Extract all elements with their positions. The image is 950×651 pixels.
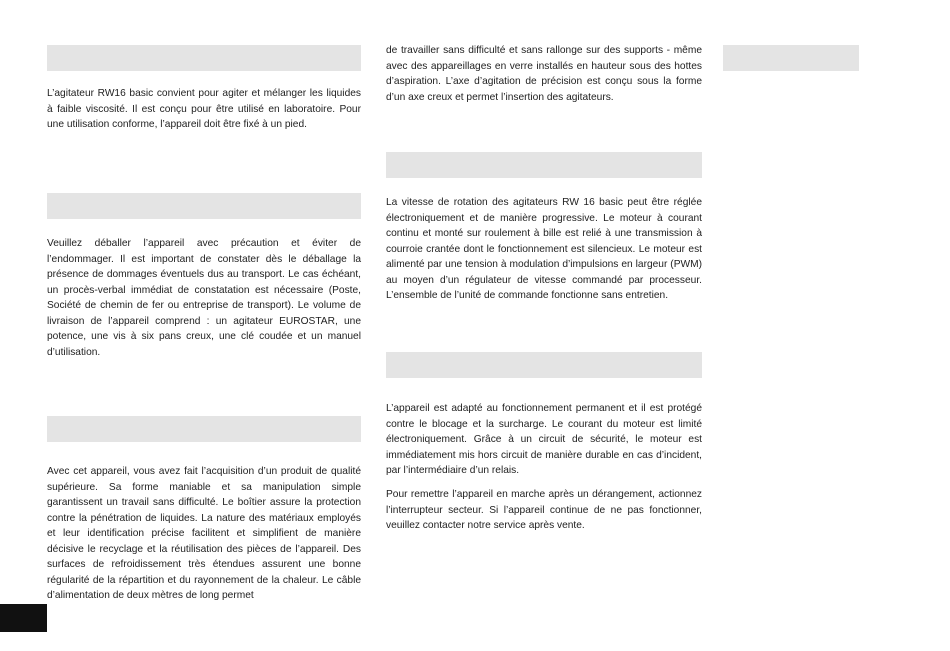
section-5-text-1: L’appareil est adapté au fonctionnement permanent et il est protégé contre le blocage et la surcharge. Le courant du moteur est limité électroniquement. Grâce à un circuit de sécurité, le moteur est immédiatement mis hors circuit de manière durable en cas d’incident, par l’intermédiaire d’un relais. [386, 403, 702, 476]
section-5-text-2: Pour remettre l’appareil en marche après un dérangement, actionnez l’interrupteur secteur. Si l’appareil continue de ne pas fonctionner, veuillez contacter notre service après vente. [386, 489, 702, 531]
section-header-bar-2 [47, 193, 361, 219]
section-header-bar-6 [723, 45, 859, 71]
section-header-bar-3 [47, 416, 361, 442]
page-corner-block [0, 604, 47, 632]
section-header-bar-1 [47, 45, 361, 71]
section-header-bar-5 [386, 352, 702, 378]
section-header-bar-4 [386, 152, 702, 178]
section-3-text: Avec cet appareil, vous avez fait l’acquisition d’un produit de qualité supérieure. Sa forme maniable et sa manipulation simple garantissent un travail sans difficulté. Le boîtier assure la protection contre la pénétration de liquides. La nature des matériaux employés et leur identification précise facilitent et simplifient de manière décisive le recyclage et la réutilisation des pièces de l’appareil. Des surfaces de refroidissement très étendues assurent une bonne régularité de la répartition et du rayonnement de la chaleur. Le câble d’alimentation de deux mètres de long permet [47, 466, 361, 601]
section-4-text: La vitesse de rotation des agitateurs RW 16 basic peut être réglée électroniquement et de manière progressive. Le moteur à courant continu et monté sur roulement à bille est relié à une transmission à courroie crantée dont le fonctionnement est silencieux. Le moteur est alimenté par une tension à modulation d’impulsions en largeur (PWM) au moyen d’un régulateur de vitesse commandé par processeur. L’ensemble de l’unité de commande fonctionne sans entretien. [386, 197, 702, 301]
section-1-text: L’agitateur RW16 basic convient pour agiter et mélanger les liquides à faible viscosité. Il est conçu pour être utilisé en laboratoire. Pour une utilisation conforme, l’appareil doit être fixé à un pied. [47, 88, 361, 130]
continuation-text: de travailler sans difficulté et sans rallonge sur des supports - même avec des appareillages en verre installés en hauteur sous des hottes d’aspiration. L’axe d’agitation de précision est conçu sous la forme d’un axe creux et permet l’insertion des agitateurs. [386, 45, 702, 103]
section-2-text: Veuillez déballer l’appareil avec précaution et éviter de l’endommager. Il est important de constater dès le déballage la présence de dommages éventuels dus au transport. Le cas échéant, un procès-verbal immédiat de constatation est nécessaire (Poste, Société de chemin de fer ou entreprise de transport). Le volume de livraison de l’appareil comprend : un agitateur EUROSTAR, une potence, une vis à six pans creux, une clé coudée et un manuel d’utilisation. [47, 238, 361, 358]
